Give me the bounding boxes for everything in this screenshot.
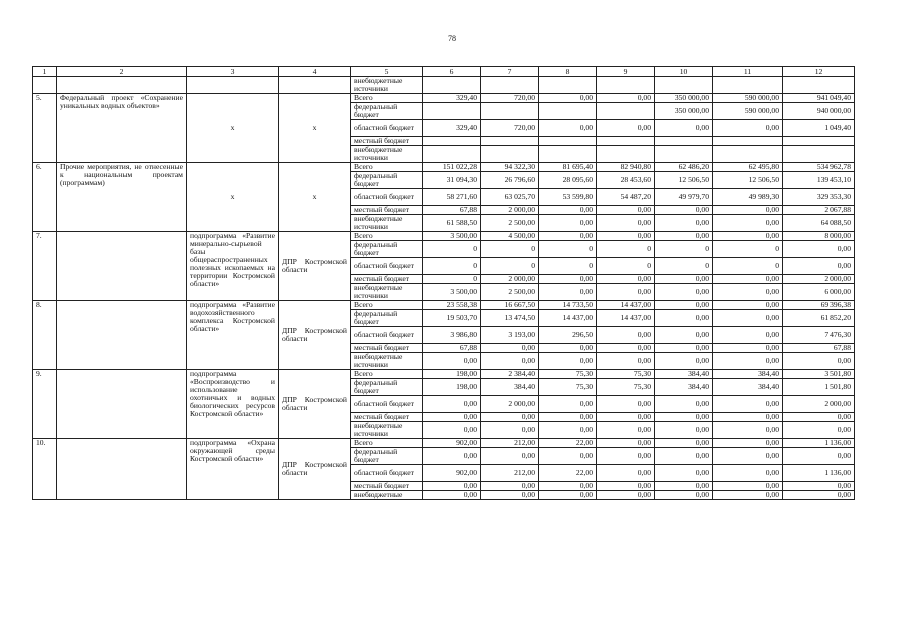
source-label: местный бюджет xyxy=(351,275,423,284)
source-label: федеральный бюджет xyxy=(351,379,423,396)
value-cell: 0,00 xyxy=(713,413,783,422)
value-cell: 0,00 xyxy=(481,482,539,491)
value-cell: 0 xyxy=(423,241,481,258)
value-cell: 2 067,88 xyxy=(783,206,855,215)
value-cell: 0,00 xyxy=(597,120,655,137)
value-cell xyxy=(481,146,539,163)
value-cell xyxy=(481,103,539,120)
value-cell: 0,00 xyxy=(539,491,597,500)
responsible-executor: х xyxy=(279,163,351,232)
source-label: областной бюджет xyxy=(351,327,423,344)
value-cell: 0,00 xyxy=(655,465,713,482)
value-cell: 0,00 xyxy=(713,206,783,215)
value-cell xyxy=(481,137,539,146)
value-cell: 0,00 xyxy=(783,448,855,465)
value-cell: 0,00 xyxy=(423,448,481,465)
value-cell: 75,30 xyxy=(597,370,655,379)
source-label: Всего xyxy=(351,94,423,103)
value-cell: 0,00 xyxy=(597,94,655,103)
value-cell: 0,00 xyxy=(597,327,655,344)
subprogram-name: х xyxy=(187,163,279,232)
value-cell: 67,88 xyxy=(423,206,481,215)
value-cell: 0,00 xyxy=(423,353,481,370)
value-cell: 0,00 xyxy=(655,284,713,301)
source-label: местный бюджет xyxy=(351,137,423,146)
header-cell: 10 xyxy=(655,67,713,77)
value-cell: 139 453,10 xyxy=(783,172,855,189)
value-cell: 0,00 xyxy=(655,206,713,215)
value-cell: 0,00 xyxy=(597,215,655,232)
subprogram-name: подпрограмма «Развитие водохозяйственного комплекса Костромской области» xyxy=(187,301,279,370)
source-label: Всего xyxy=(351,439,423,448)
value-cell: 0,00 xyxy=(423,396,481,413)
value-cell: 61 852,20 xyxy=(783,310,855,327)
value-cell: 0,00 xyxy=(655,232,713,241)
row-number: 10. xyxy=(33,439,57,500)
value-cell xyxy=(423,146,481,163)
responsible-executor: ДПР Костромской области xyxy=(279,370,351,439)
value-cell: 0,00 xyxy=(597,284,655,301)
value-cell: 2 000,00 xyxy=(481,396,539,413)
value-cell: 13 474,50 xyxy=(481,310,539,327)
value-cell: 0,00 xyxy=(597,491,655,500)
header-cell: 9 xyxy=(597,67,655,77)
value-cell: 0,00 xyxy=(481,448,539,465)
value-cell: 1 049,40 xyxy=(783,120,855,137)
value-cell: 75,30 xyxy=(539,370,597,379)
value-cell xyxy=(481,77,539,94)
header-cell: 5 xyxy=(351,67,423,77)
value-cell: 0,00 xyxy=(539,275,597,284)
value-cell: 329 353,30 xyxy=(783,189,855,206)
row-number: 8. xyxy=(33,301,57,370)
value-cell xyxy=(783,77,855,94)
value-cell: 212,00 xyxy=(481,465,539,482)
value-cell: 6 000,00 xyxy=(783,284,855,301)
value-cell: 720,00 xyxy=(481,120,539,137)
value-cell: 0,00 xyxy=(481,413,539,422)
value-cell xyxy=(539,77,597,94)
header-cell: 6 xyxy=(423,67,481,77)
value-cell: 62 495,80 xyxy=(713,163,783,172)
value-cell xyxy=(713,146,783,163)
value-cell: 3 500,00 xyxy=(423,232,481,241)
source-label: федеральный бюджет xyxy=(351,448,423,465)
value-cell: 0,00 xyxy=(713,422,783,439)
value-cell: 23 558,38 xyxy=(423,301,481,310)
value-cell xyxy=(655,137,713,146)
value-cell: 2 500,00 xyxy=(481,215,539,232)
value-cell: 0,00 xyxy=(783,482,855,491)
value-cell xyxy=(783,146,855,163)
source-label: Всего xyxy=(351,370,423,379)
value-cell: 0,00 xyxy=(597,448,655,465)
value-cell: 0,00 xyxy=(539,120,597,137)
source-label: внебюджетные источники xyxy=(351,146,423,163)
value-cell: 3 501,80 xyxy=(783,370,855,379)
value-cell: 0 xyxy=(539,241,597,258)
value-cell: 0,00 xyxy=(597,353,655,370)
value-cell: 384,40 xyxy=(713,370,783,379)
value-cell xyxy=(655,146,713,163)
table-row xyxy=(33,370,855,379)
value-cell: 14 437,00 xyxy=(597,301,655,310)
responsible-executor: х xyxy=(279,94,351,163)
subprogram-name: подпрограмма «Развитие минерально-сырьевой базы общераспространенных полезных ископаемых на территории Костромской области» xyxy=(187,232,279,301)
source-label: внебюджетные источники xyxy=(351,215,423,232)
value-cell: 0,00 xyxy=(655,215,713,232)
subprogram-name: х xyxy=(187,94,279,163)
value-cell: 0,00 xyxy=(481,491,539,500)
value-cell: 0,00 xyxy=(423,413,481,422)
value-cell: 0,00 xyxy=(655,275,713,284)
value-cell: 0,00 xyxy=(655,310,713,327)
value-cell: 0,00 xyxy=(539,413,597,422)
value-cell: 0,00 xyxy=(655,439,713,448)
value-cell: 58 271,60 xyxy=(423,189,481,206)
value-cell: 28 453,60 xyxy=(597,172,655,189)
responsible-executor: ДПР Костромской области xyxy=(279,439,351,500)
value-cell: 0,00 xyxy=(539,284,597,301)
value-cell: 198,00 xyxy=(423,379,481,396)
responsible-executor: ДПР Костромской области xyxy=(279,301,351,370)
value-cell: 0,00 xyxy=(713,327,783,344)
value-cell: 0 xyxy=(539,258,597,275)
value-cell: 0,00 xyxy=(655,396,713,413)
value-cell: 0,00 xyxy=(597,465,655,482)
value-cell: 62 486,20 xyxy=(655,163,713,172)
value-cell: 0,00 xyxy=(713,491,783,500)
empty-cell xyxy=(33,77,57,94)
value-cell: 0,00 xyxy=(655,491,713,500)
value-cell: 384,40 xyxy=(655,379,713,396)
value-cell: 2 000,00 xyxy=(783,396,855,413)
value-cell: 64 088,50 xyxy=(783,215,855,232)
source-label: федеральный бюджет xyxy=(351,103,423,120)
source-label: Всего xyxy=(351,301,423,310)
row-number: 9. xyxy=(33,370,57,439)
value-cell: 2 500,00 xyxy=(481,284,539,301)
value-cell: 67,88 xyxy=(423,344,481,353)
project-name xyxy=(57,439,187,500)
value-cell: 151 022,28 xyxy=(423,163,481,172)
value-cell: 0,00 xyxy=(783,413,855,422)
value-cell: 0,00 xyxy=(655,482,713,491)
value-cell: 3 193,00 xyxy=(481,327,539,344)
value-cell: 26 796,60 xyxy=(481,172,539,189)
value-cell: 0,00 xyxy=(655,344,713,353)
value-cell: 0 xyxy=(597,241,655,258)
value-cell: 0,00 xyxy=(597,232,655,241)
value-cell: 49 979,70 xyxy=(655,189,713,206)
value-cell: 0,00 xyxy=(783,353,855,370)
value-cell: 0,00 xyxy=(597,413,655,422)
source-label: местный бюджет xyxy=(351,482,423,491)
value-cell: 28 095,60 xyxy=(539,172,597,189)
value-cell: 2 384,40 xyxy=(481,370,539,379)
header-cell: 8 xyxy=(539,67,597,77)
value-cell: 534 962,78 xyxy=(783,163,855,172)
value-cell: 12 506,50 xyxy=(713,172,783,189)
header-cell: 1 xyxy=(33,67,57,77)
source-label: местный бюджет xyxy=(351,413,423,422)
row-number: 7. xyxy=(33,232,57,301)
value-cell: 0,00 xyxy=(713,465,783,482)
table-row xyxy=(33,232,855,241)
value-cell: 4 500,00 xyxy=(481,232,539,241)
value-cell: 0 xyxy=(423,258,481,275)
row-number: 5. xyxy=(33,94,57,163)
value-cell xyxy=(423,103,481,120)
value-cell xyxy=(423,137,481,146)
value-cell: 0,00 xyxy=(539,206,597,215)
table-row xyxy=(33,77,855,94)
value-cell: 67,88 xyxy=(783,344,855,353)
subprogram-name: подпрограмма «Воспроизводство и использование охотничьих и водных биологических ресурсов Костромской области» xyxy=(187,370,279,439)
value-cell xyxy=(783,137,855,146)
value-cell: 0,00 xyxy=(481,353,539,370)
value-cell: 198,00 xyxy=(423,370,481,379)
value-cell: 720,00 xyxy=(481,94,539,103)
value-cell: 0,00 xyxy=(713,396,783,413)
value-cell: 81 695,40 xyxy=(539,163,597,172)
value-cell xyxy=(713,77,783,94)
value-cell: 61 588,50 xyxy=(423,215,481,232)
value-cell: 0,00 xyxy=(423,482,481,491)
source-label: областной бюджет xyxy=(351,465,423,482)
value-cell xyxy=(539,103,597,120)
subprogram-name: подпрограмма «Охрана окружающей среды Костромской области» xyxy=(187,439,279,500)
value-cell: 0,00 xyxy=(713,353,783,370)
value-cell: 0,00 xyxy=(713,344,783,353)
value-cell: 384,40 xyxy=(481,379,539,396)
value-cell: 0,00 xyxy=(655,413,713,422)
responsible-executor: ДПР Костромской области xyxy=(279,232,351,301)
value-cell: 0,00 xyxy=(713,232,783,241)
source-label: внебюджетные источники xyxy=(351,77,423,94)
value-cell xyxy=(597,137,655,146)
value-cell: 0,00 xyxy=(539,94,597,103)
value-cell: 0,00 xyxy=(713,284,783,301)
value-cell: 0,00 xyxy=(423,422,481,439)
value-cell: 0,00 xyxy=(597,439,655,448)
value-cell: 0 xyxy=(655,241,713,258)
value-cell: 75,30 xyxy=(597,379,655,396)
project-name xyxy=(57,301,187,370)
value-cell: 0,00 xyxy=(713,310,783,327)
value-cell: 3 500,00 xyxy=(423,284,481,301)
value-cell: 590 000,00 xyxy=(713,103,783,120)
value-cell: 940 000,00 xyxy=(783,103,855,120)
value-cell: 22,00 xyxy=(539,465,597,482)
project-name: Федеральный проект «Сохранение уникальных водных объектов» xyxy=(57,94,187,163)
value-cell: 14 733,50 xyxy=(539,301,597,310)
value-cell xyxy=(539,137,597,146)
value-cell: 2 000,00 xyxy=(783,275,855,284)
value-cell: 941 049,40 xyxy=(783,94,855,103)
value-cell xyxy=(597,146,655,163)
value-cell: 329,40 xyxy=(423,120,481,137)
value-cell: 902,00 xyxy=(423,465,481,482)
source-label: внебюджетные источники xyxy=(351,353,423,370)
row-number: 6. xyxy=(33,163,57,232)
project-name: Прочие мероприятия, не отнесенные к национальным проектам (программам) xyxy=(57,163,187,232)
value-cell: 384,40 xyxy=(655,370,713,379)
value-cell: 1 136,00 xyxy=(783,439,855,448)
value-cell: 0,00 xyxy=(539,448,597,465)
value-cell: 0,00 xyxy=(539,396,597,413)
table-row xyxy=(33,163,855,172)
value-cell: 82 940,80 xyxy=(597,163,655,172)
source-label: федеральный бюджет xyxy=(351,172,423,189)
value-cell: 0,00 xyxy=(655,120,713,137)
source-label: областной бюджет xyxy=(351,258,423,275)
value-cell: 0,00 xyxy=(481,422,539,439)
value-cell: 0,00 xyxy=(713,215,783,232)
empty-cell xyxy=(187,77,279,94)
value-cell: 69 396,38 xyxy=(783,301,855,310)
value-cell xyxy=(713,137,783,146)
value-cell: 0,00 xyxy=(713,275,783,284)
value-cell: 2 000,00 xyxy=(481,275,539,284)
value-cell: 19 503,70 xyxy=(423,310,481,327)
empty-cell xyxy=(57,77,187,94)
value-cell: 94 322,30 xyxy=(481,163,539,172)
value-cell: 0,00 xyxy=(783,422,855,439)
value-cell xyxy=(423,77,481,94)
source-label: областной бюджет xyxy=(351,189,423,206)
value-cell: 0,00 xyxy=(655,422,713,439)
value-cell: 14 437,00 xyxy=(539,310,597,327)
value-cell: 0,00 xyxy=(481,344,539,353)
value-cell: 0,00 xyxy=(783,491,855,500)
source-label: федеральный бюджет xyxy=(351,241,423,258)
source-label: местный бюджет xyxy=(351,344,423,353)
source-label: местный бюджет xyxy=(351,206,423,215)
table-row xyxy=(33,439,855,448)
value-cell: 384,40 xyxy=(713,379,783,396)
source-label: областной бюджет xyxy=(351,120,423,137)
value-cell: 0,00 xyxy=(539,232,597,241)
value-cell: 0,00 xyxy=(783,258,855,275)
value-cell: 63 025,70 xyxy=(481,189,539,206)
header-row xyxy=(33,67,855,77)
value-cell: 0,00 xyxy=(539,353,597,370)
table-row xyxy=(33,301,855,310)
value-cell: 329,40 xyxy=(423,94,481,103)
value-cell: 16 667,50 xyxy=(481,301,539,310)
value-cell: 54 487,20 xyxy=(597,189,655,206)
value-cell: 0,00 xyxy=(597,344,655,353)
budget-table xyxy=(32,66,855,500)
project-name xyxy=(57,370,187,439)
value-cell: 0,00 xyxy=(423,491,481,500)
value-cell: 212,00 xyxy=(481,439,539,448)
value-cell: 0 xyxy=(481,258,539,275)
value-cell: 1 501,80 xyxy=(783,379,855,396)
value-cell: 0,00 xyxy=(539,482,597,491)
value-cell: 0,00 xyxy=(713,439,783,448)
value-cell: 0,00 xyxy=(597,275,655,284)
source-label: федеральный бюджет xyxy=(351,310,423,327)
source-label: Всего xyxy=(351,163,423,172)
value-cell: 0,00 xyxy=(713,482,783,491)
value-cell: 0 xyxy=(655,258,713,275)
value-cell: 12 506,50 xyxy=(655,172,713,189)
header-cell: 11 xyxy=(713,67,783,77)
header-cell: 7 xyxy=(481,67,539,77)
value-cell: 53 599,80 xyxy=(539,189,597,206)
value-cell: 0 xyxy=(713,241,783,258)
value-cell: 3 986,80 xyxy=(423,327,481,344)
value-cell: 0,00 xyxy=(597,396,655,413)
value-cell: 0,00 xyxy=(655,448,713,465)
value-cell: 0,00 xyxy=(713,120,783,137)
value-cell: 350 000,00 xyxy=(655,94,713,103)
value-cell: 7 476,30 xyxy=(783,327,855,344)
header-cell: 2 xyxy=(57,67,187,77)
value-cell: 590 000,00 xyxy=(713,94,783,103)
value-cell xyxy=(597,103,655,120)
value-cell: 0,00 xyxy=(597,482,655,491)
header-cell: 3 xyxy=(187,67,279,77)
value-cell: 1 136,00 xyxy=(783,465,855,482)
value-cell: 2 000,00 xyxy=(481,206,539,215)
source-label: внебюджетные источники xyxy=(351,284,423,301)
header-cell: 12 xyxy=(783,67,855,77)
value-cell: 31 094,30 xyxy=(423,172,481,189)
source-label: внебюджетные xyxy=(351,491,423,500)
project-name xyxy=(57,232,187,301)
value-cell: 22,00 xyxy=(539,439,597,448)
table-row xyxy=(33,94,855,103)
value-cell xyxy=(539,146,597,163)
value-cell: 350 000,00 xyxy=(655,103,713,120)
value-cell: 0,00 xyxy=(713,301,783,310)
value-cell: 0,00 xyxy=(655,301,713,310)
page-number: 78 xyxy=(448,34,456,43)
value-cell: 0,00 xyxy=(655,327,713,344)
value-cell: 49 989,30 xyxy=(713,189,783,206)
value-cell: 902,00 xyxy=(423,439,481,448)
value-cell xyxy=(655,77,713,94)
value-cell: 0,00 xyxy=(783,241,855,258)
empty-cell xyxy=(279,77,351,94)
value-cell: 0,00 xyxy=(539,215,597,232)
value-cell: 0 xyxy=(713,258,783,275)
value-cell: 0,00 xyxy=(597,422,655,439)
value-cell: 0 xyxy=(481,241,539,258)
value-cell: 0,00 xyxy=(539,422,597,439)
value-cell: 14 437,00 xyxy=(597,310,655,327)
value-cell: 0,00 xyxy=(539,344,597,353)
value-cell: 8 000,00 xyxy=(783,232,855,241)
value-cell: 0,00 xyxy=(597,206,655,215)
value-cell: 75,30 xyxy=(539,379,597,396)
source-label: внебюджетные источники xyxy=(351,422,423,439)
header-cell: 4 xyxy=(279,67,351,77)
value-cell: 0 xyxy=(423,275,481,284)
value-cell: 0,00 xyxy=(655,353,713,370)
source-label: областной бюджет xyxy=(351,396,423,413)
value-cell xyxy=(597,77,655,94)
value-cell: 0 xyxy=(597,258,655,275)
value-cell: 296,50 xyxy=(539,327,597,344)
value-cell: 0,00 xyxy=(713,448,783,465)
source-label: Всего xyxy=(351,232,423,241)
